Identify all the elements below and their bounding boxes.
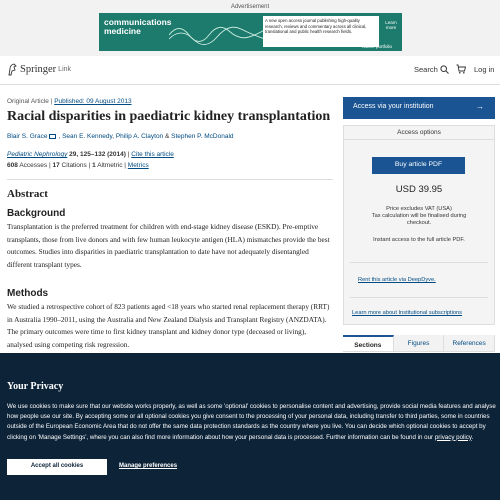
instant-access-note: Instant access to the full article PDF.: [373, 237, 465, 243]
background-heading: Background: [7, 208, 66, 219]
buy-article-button[interactable]: Buy article PDF: [372, 157, 465, 174]
accesses-label: Accesses: [19, 162, 48, 169]
arrow-right-icon: →: [476, 102, 484, 111]
methods-heading: Methods: [7, 288, 49, 299]
price-note: Price excludes VAT (USA) Tax calculation will be finalised during checkout.: [371, 206, 467, 226]
ad-publisher: nature portfolio: [362, 44, 393, 49]
journal-name[interactable]: Pediatric Nephrology: [7, 151, 68, 158]
altmetric-count: 1: [92, 162, 96, 169]
manage-preferences-link[interactable]: Manage preferences: [119, 463, 178, 469]
springer-horse-icon: [7, 63, 18, 76]
divider: [7, 179, 333, 180]
divider: [350, 297, 488, 298]
author-link[interactable]: Stephen P. McDonald: [171, 133, 234, 140]
cookie-title: Your Privacy: [7, 381, 64, 392]
article-type: Original Article: [7, 98, 49, 105]
altmetric-label: Altmetric: [97, 162, 123, 169]
divider: [350, 262, 488, 263]
abstract-heading: Abstract: [7, 188, 48, 200]
citations-label: Citations: [61, 162, 87, 169]
springer-logo[interactable]: [7, 63, 71, 76]
search-label: Search: [414, 65, 438, 74]
search-button[interactable]: [414, 65, 449, 74]
accesses-count: 608: [7, 162, 18, 169]
author-link[interactable]: Blair S. Grace: [7, 133, 48, 140]
tab-references[interactable]: References: [444, 335, 495, 351]
author-link[interactable]: Sean E. Kennedy: [62, 133, 113, 140]
tab-figures[interactable]: Figures: [394, 335, 445, 351]
accept-all-cookies-button[interactable]: Accept all cookies: [7, 459, 107, 475]
cookie-text: We use cookies to make sure that our website works properly, as well as some 'optional' cookies to personalise content and advertising, provide social media features and analyse how people use our site. By accepting some or all optional cookies you give consent to the processing of your personal data, including transfer to third parties, some in countries outside of the European Economic Area that do not offer the same data protection standards as the country where you live. You can decide which optional cookies to accept by clicking on 'Manage Settings', where you can also find more information about how your personal data is processed. Further information can be found in our privacy policy.: [7, 403, 496, 441]
article-metrics: 608 Accesses | 17 Citations | 1 Altmetric | Metrics: [7, 162, 149, 169]
privacy-policy-link[interactable]: privacy policy: [434, 433, 472, 441]
logo-text: Springer: [20, 64, 57, 75]
background-text: Transplantation is the preferred treatment for children with end-stage kidney disease (ESKD). Pre-emptive transplants, those from live donors and with few human leukocyte antigen (HLA) mismatches provide the best outcomes. Studies into disparities in paediatric transplantation to date have not adequately disentangled different transplant types.: [7, 222, 330, 269]
ad-copy-text: A new open access journal publishing high-quality research, reviews and commentary across all clinical, translational and public health research fields.: [265, 18, 367, 34]
metrics-link[interactable]: Metrics: [127, 162, 149, 169]
published-date[interactable]: Published: 09 August 2013: [54, 98, 132, 105]
article-title: Racial disparities in paediatric kidney transplantation: [7, 109, 331, 124]
citations-count: 17: [52, 162, 60, 169]
login-link[interactable]: Log in: [474, 65, 495, 74]
ad-brand: communications medicine: [104, 17, 172, 36]
access-options-heading: Access options: [343, 125, 495, 140]
author-list: Blair S. Grace , Sean E. Kennedy, Philip A. Clayton & Stephen P. McDonald: [7, 133, 234, 140]
search-icon: [440, 65, 449, 74]
logo-subtext: Link: [58, 66, 72, 73]
access-institution-button[interactable]: [343, 97, 495, 119]
advertisement-label: Advertisement: [230, 4, 270, 10]
access-institution-label: Access via your institution: [353, 103, 434, 110]
methods-text: We studied a retrospective cohort of 823 patients aged <18 years who started renal replacement therapy (RRT) in Australia 1990–2011, using the Australia and New Zealand Dialysis and Transplant Registry (ANZDATA). The primary outcomes were time to first kidney transplant and kidney donor type (deceased or living), analysed using competing risk regression.: [7, 302, 330, 349]
journal-info: Pediatric Nephrology 29, 125–132 (2014) | Cite this article: [7, 151, 174, 158]
article-meta: Original Article | Published: 09 August 2013: [7, 98, 132, 105]
advertisement-area: [0, 0, 500, 56]
volume-info: 29, 125–132 (2014): [69, 151, 126, 158]
article-price: USD 39.95: [395, 184, 443, 195]
sidebar-tabs: [343, 335, 495, 352]
mail-icon[interactable]: [49, 134, 56, 139]
institutional-subscriptions-link[interactable]: Learn more about Institutional subscriptions: [352, 310, 463, 316]
ad-learn-more[interactable]: Learn more: [385, 20, 397, 30]
rent-deepdyve-link[interactable]: Rent this article via DeepDyve.: [358, 277, 436, 283]
cart-icon[interactable]: [456, 64, 466, 74]
cite-article-link[interactable]: Cite this article: [131, 151, 174, 158]
author-link[interactable]: Philip A. Clayton: [115, 133, 164, 140]
tab-sections[interactable]: Sections: [343, 335, 394, 351]
